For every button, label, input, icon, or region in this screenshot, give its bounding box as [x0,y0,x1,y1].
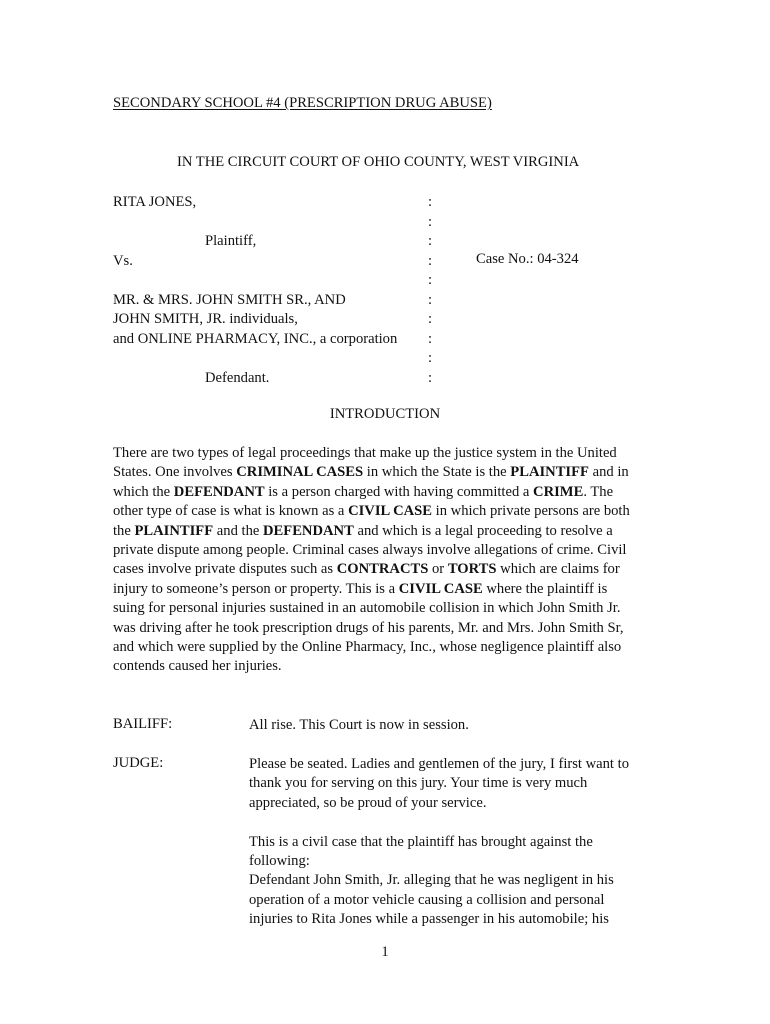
bold-term: CIVIL CASE [348,503,433,520]
introduction-heading-text: INTRODUCTION [329,406,441,422]
caption-separator-column [428,193,432,388]
text-run: and in [588,464,629,481]
paragraph-line [113,541,653,560]
plaintiff-role: Plaintiff, [205,233,257,249]
paragraph-line [113,657,653,676]
bold-term: CONTRACTS [336,561,429,578]
text-run: which the [113,483,174,500]
caption-separator: : [428,330,433,347]
caption-separator: : [428,233,433,249]
paragraph-line [113,483,653,502]
speech-line: All rise. This Court is now in session. [249,717,469,733]
text-run: was driving after he took prescription drugs of his parents, Mr. and Mrs. John Smith Sr, [113,619,624,636]
speech-line: thank you for serving on this jury. Your time is very much [249,775,588,792]
caption-blank-line [113,349,397,369]
defendant-line-1: MR. & MRS. JOHN SMITH SR., AND [113,291,346,308]
bold-term: DEFENDANT [173,483,265,500]
text-run: suing for personal injuries sustained in an automobile collision in which John Smith Jr. [113,600,621,617]
caption-separator: : [428,350,433,366]
text-run: which are claims for [496,561,620,578]
text-run: where the plaintiff is [482,580,608,597]
paragraph-line [113,599,653,618]
paragraph-line [113,463,653,482]
caption-separator: : [428,194,433,210]
speech-line: following: [249,852,310,869]
text-run: in which the State is the [363,464,511,481]
caption-separator: : [428,252,433,269]
paragraph-line [113,522,653,541]
caption-separator: : [428,291,433,308]
caption-separator: : [428,311,433,327]
introduction-paragraph [113,444,653,677]
bold-term: TORTS [447,561,497,578]
paragraph-line [113,444,653,463]
bold-term: CIVIL CASE [398,580,483,597]
text-run: and which is a legal proceeding to resolve a [353,522,613,539]
speech-line: appreciated, so be proud of your service. [249,794,487,811]
defendant-line-3: and ONLINE PHARMACY, INC., a corporation [113,330,398,347]
text-run: States. One involves [113,464,237,481]
speaker-label-judge: JUDGE: [113,755,164,771]
caption-separator: : [428,369,433,386]
speaker-text-judge [249,755,669,930]
bold-term: CRIMINAL CASES [236,464,364,481]
speech-line: injuries to Rita Jones while a passenger in his automobile; his [249,911,609,928]
text-run: injury to someone’s person or property. This is a [113,580,399,597]
speech-line: Defendant John Smith, Jr. alleging that he was negligent in his [249,872,614,889]
speech-line: operation of a motor vehicle causing a collision and personal [249,891,605,908]
paragraph-line [113,638,653,657]
introduction-heading [0,406,770,423]
defendant-line-2: JOHN SMITH, JR. individuals, [113,311,298,327]
caption-blank-line [113,213,397,233]
defendant-role: Defendant. [205,369,270,386]
text-run: the [113,522,135,539]
text-run: contends caused her injuries. [113,658,282,675]
text-run: and which were supplied by the Online Pharmacy, Inc., whose negligence plaintiff also [113,638,622,655]
court-heading: IN THE CIRCUIT COURT OF OHIO COUNTY, WEST VIRGINIA [177,154,580,170]
speech-line: This is a civil case that the plaintiff has brought against the [249,833,593,850]
page-number: 1 [381,944,389,960]
text-run: . The [583,483,614,500]
text-run: other type of case is what is known as a [113,503,349,520]
document-title: SECONDARY SCHOOL #4 (PRESCRIPTION DRUG ABUSE) [113,95,492,111]
text-run: There are two types of legal proceedings that make up the justice system in the United [113,445,617,461]
bold-term: DEFENDANT [263,522,354,539]
caption-separator: : [428,213,433,230]
bold-term: PLAINTIFF [510,464,589,481]
case-caption-parties [113,193,397,388]
paragraph-gap [249,813,669,832]
text-run: is a person charged with having committed a [264,483,534,500]
paragraph-line [113,580,653,599]
caption-blank-line [113,271,397,291]
bold-term: PLAINTIFF [134,522,214,539]
plaintiff-name: RITA JONES, [113,194,197,210]
paragraph-line [113,619,653,638]
paragraph-line [113,560,653,579]
versus-label: Vs. [113,252,133,269]
speaker-text-bailiff [249,716,669,735]
text-run: or [428,561,448,578]
case-number: Case No.: 04-324 [476,251,579,267]
text-run: private dispute among people. Criminal cases always involve allegations of crime. Civil [113,541,627,558]
text-run: in which private persons are both [432,503,630,520]
bold-term: CRIME [533,483,584,500]
caption-separator: : [428,272,433,288]
speech-line: Please be seated. Ladies and gentlemen of the jury, I first want to [249,756,629,772]
text-run: and the [213,522,263,539]
paragraph-line [113,502,653,521]
text-run: cases involve private disputes such as [113,561,337,578]
speaker-label-bailiff: BAILIFF: [113,716,173,732]
